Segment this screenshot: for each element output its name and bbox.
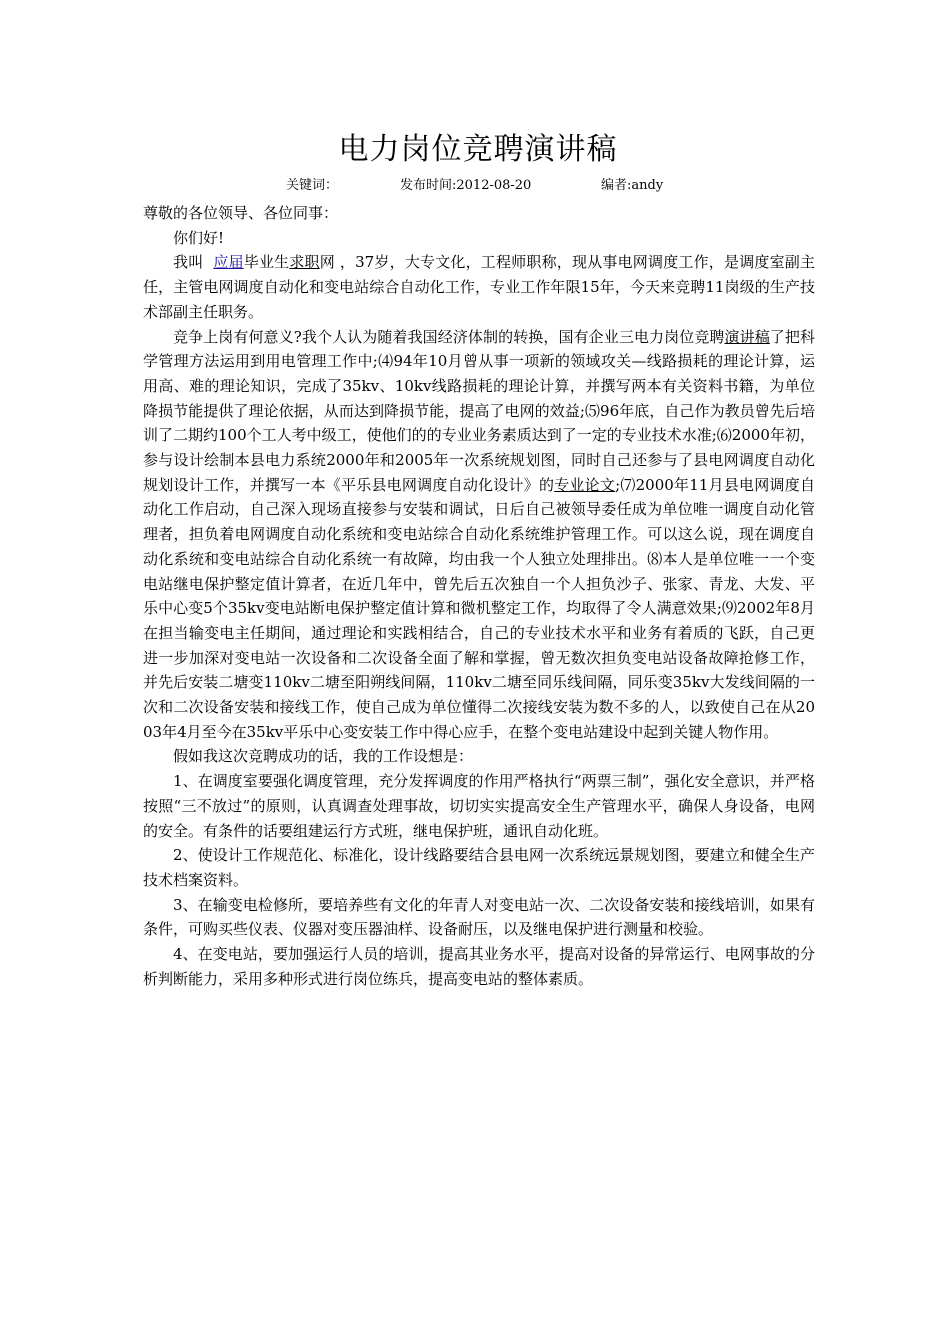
meta-publish-date: 发布时间:2012-08-20 bbox=[400, 178, 532, 193]
meta-editor: 编者:andy bbox=[601, 178, 664, 193]
document-title: 电力岗位竞聘演讲稿 bbox=[338, 132, 618, 167]
intro-text-start: 我叫 bbox=[173, 253, 214, 272]
paragraph-plan-2: 2、使设计工作规范化、标准化，设计线路要结合县电网一次系统远景规划图，要建立和健全生产技术档案资料。 bbox=[143, 846, 815, 889]
salutation: 尊敬的各位领导、各位同事： bbox=[143, 204, 339, 222]
intro-text-end: 网 ，37岁，大专文化，工程师职称，现从事电网调度工作，是调度室副主任，主管电网调度自动化和变电站综合自动化工作，专业工作年限15年，今天来竞聘11岗级的生产技术部副主任职务。 bbox=[143, 253, 815, 321]
intro-text-mid: 毕业生 bbox=[243, 253, 290, 272]
experience-text-a: 竞争上岗有何意义?我个人认为随着我国经济体制的转换，国有企业三电力岗位竞聘 bbox=[173, 327, 725, 346]
greeting: 你们好! bbox=[173, 228, 225, 247]
experience-text-c: ;⑺2000年11月县电网调度自动化工作启动，自己深入现场直接参与安装和调试，日后自己被领导委任成为单位唯一调度自动化管理者，担负着电网调度自动化系统和变电站综合自动化系统维护管理工作。可以这么说，现在调度自动化系统和变电站综合自动化系统一有故障，均由我一个人独立处理排出。⑻本人是单位唯一一个变电站继电保护整定值计算者，在近几年中，曾先后五次独自一个人担负沙子、张家、青龙、大发、平乐中心变5个35kv变电站断电保护整定值计算和微机整定工作，均取得了令人满意效果;⑼2002年8月在担当输变电主任期间，通过理论和实践相结合，自己的专业技术水平和业务有着质的飞跃，自己更进一步加深对变电站一次设备和二次设备全面了解和掌握，曾无数次担负变电站设备故障抢修工作，并先后安装二塘变110kv二塘至阳朔线间隔，110kv二塘至同乐线间隔，同乐变35kv大发线间隔的一次和二次设备安装和接线工作，使自己成为单位懂得二次接线安装为数不多的人，以致使自己在从2003年4月至今在35kv平乐中心变安装工作中得心应手，在整个变电站建设中起到关键人物作用。 bbox=[143, 475, 815, 741]
link-professional-paper[interactable]: 专业论文 bbox=[554, 475, 616, 494]
paragraph-plan-1: 1、在调度室要强化调度管理，充分发挥调度的作用严格执行“两票三制”，强化安全意识，并严格按照“三不放过”的原则，认真调查处理事故，切切实实提高安全生产管理水平，确保人身设备，电网的安全。有条件的话要组建运行方式班，继电保护班，通讯自动化班。 bbox=[143, 772, 815, 840]
paragraph-plan-intro: 假如我这次竞聘成功的话，我的工作设想是： bbox=[173, 747, 474, 766]
link-speech-draft[interactable]: 演讲稿 bbox=[724, 327, 770, 346]
experience-text-b: 了把科学管理方法运用到用电管理工作中;⑷94年10月曾从事一项新的领域攻关—线路损耗的理论计算，运用高、难的理论知识，完成了35kv、10kv线路损耗的理论计算，并撰写两本有关资料书籍，为单位降损节能提供了理论依据，从而达到降损节能，提高了电网的效益;⑸96年底，自己作为教员曾先后培训了二期约100个工人考中级工，使他们的的专业业务素质达到了一定的专业技术水准;⑹2000年初，参与设计绘制本县电力系统2000年和2005年一次系统规划图，同时自己还参与了县电网调度自动化规划设计工作，并撰写一本《平乐县电网调度自动化设计》的 bbox=[143, 327, 815, 494]
paragraph-intro bbox=[143, 250, 815, 324]
paragraph-plan-4: 4、在变电站，要加强运行人员的培训，提高其业务水平，提高对设备的异常运行、电网事故的分析判断能力，采用多种形式进行岗位练兵，提高变电站的整体素质。 bbox=[143, 945, 815, 988]
meta-keywords: 关键词： bbox=[286, 178, 339, 193]
paragraph-plan-3: 3、在输变电检修所，要培养些有文化的年青人对变电站一次、二次设备安装和接线培训，如果有条件，可购买些仪表、仪器对变压器油样、设备耐压，以及继电保护进行测量和校验。 bbox=[143, 895, 815, 939]
link-yingjie[interactable]: 应届 bbox=[213, 253, 244, 272]
paragraph-experience bbox=[143, 325, 815, 745]
link-qiuzhi[interactable]: 求职 bbox=[289, 253, 320, 272]
document-body bbox=[143, 201, 815, 992]
